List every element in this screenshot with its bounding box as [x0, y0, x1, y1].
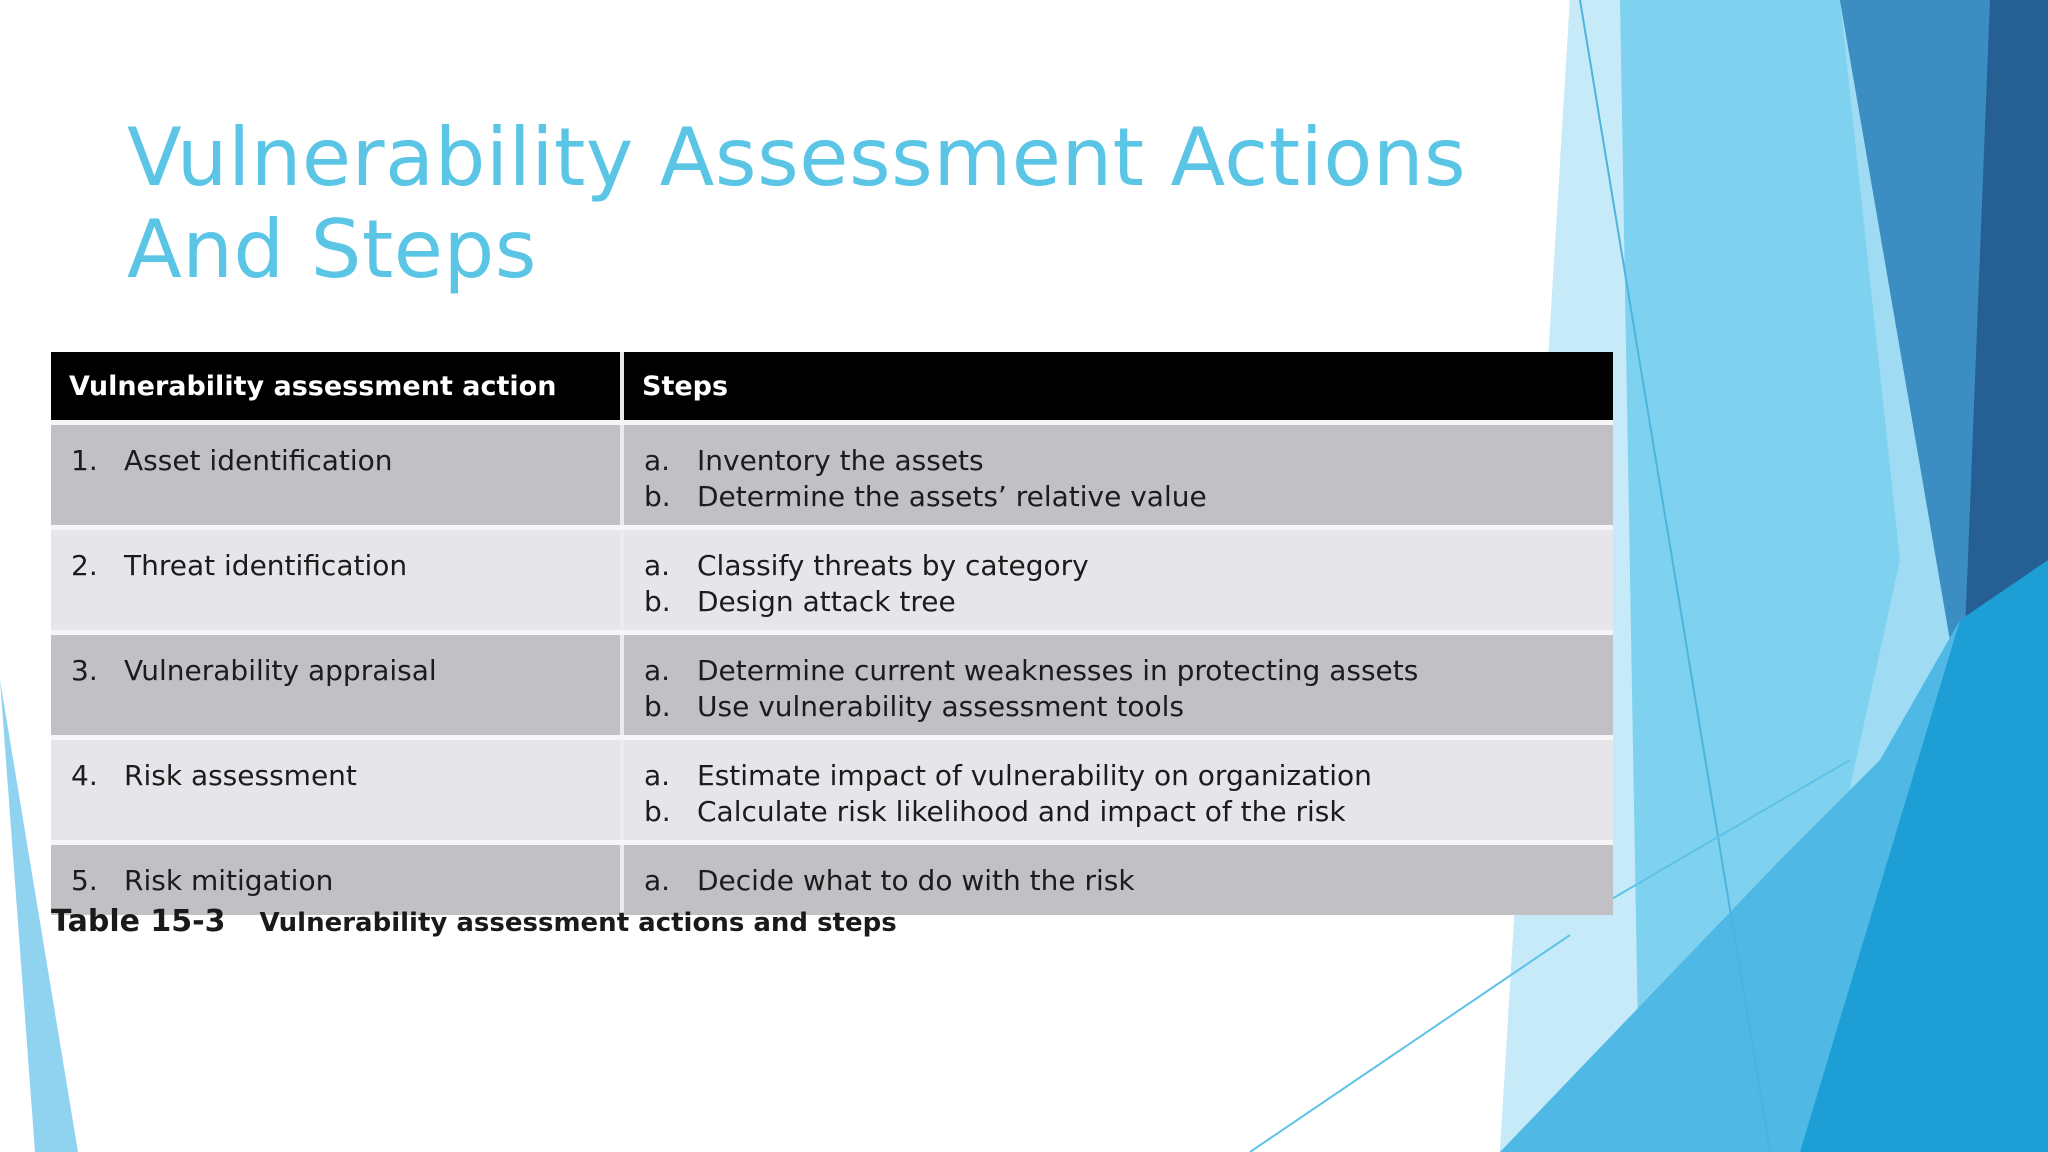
action-cell — [51, 528, 622, 633]
action-number: 1. — [71, 444, 98, 477]
step-letter: b. — [644, 690, 671, 723]
action-cell — [51, 738, 622, 843]
step-text: Design attack tree — [697, 585, 956, 618]
slide-title: Vulnerability Assessment Actions And Steps — [127, 111, 1467, 296]
table-caption — [51, 904, 897, 939]
step-item — [644, 584, 1595, 620]
step-text: Determine current weaknesses in protecting assets — [697, 654, 1419, 687]
assessment-table — [51, 352, 1613, 915]
table-row — [51, 738, 1613, 843]
action-label: Vulnerability appraisal — [124, 654, 437, 687]
action-label: Threat identification — [124, 549, 408, 582]
step-item — [644, 794, 1595, 830]
caption-label: Table 15-3 — [51, 904, 226, 939]
step-item — [644, 689, 1595, 725]
step-item — [644, 863, 1595, 899]
header-action: Vulnerability assessment action — [51, 352, 622, 423]
step-item — [644, 653, 1595, 689]
step-item — [644, 548, 1595, 584]
steps-cell — [622, 528, 1613, 633]
header-steps: Steps — [622, 352, 1613, 423]
steps-cell — [622, 423, 1613, 528]
step-text: Estimate impact of vulnerability on organization — [697, 759, 1372, 792]
action-number: 5. — [71, 864, 98, 897]
step-letter: b. — [644, 585, 671, 618]
step-text: Classify threats by category — [697, 549, 1089, 582]
action-number: 2. — [71, 549, 98, 582]
table-row — [51, 423, 1613, 528]
action-cell — [51, 423, 622, 528]
step-letter: b. — [644, 480, 671, 513]
action-label: Risk assessment — [124, 759, 357, 792]
action-number: 4. — [71, 759, 98, 792]
step-letter: a. — [644, 444, 671, 477]
steps-cell — [622, 633, 1613, 738]
action-label: Risk mitigation — [124, 864, 334, 897]
step-item — [644, 443, 1595, 479]
action-label: Asset identification — [124, 444, 393, 477]
step-text: Decide what to do with the risk — [697, 864, 1135, 897]
table-header-row — [51, 352, 1613, 423]
step-item — [644, 479, 1595, 515]
step-letter: a. — [644, 549, 671, 582]
step-item — [644, 758, 1595, 794]
step-text: Inventory the assets — [697, 444, 984, 477]
table-row — [51, 633, 1613, 738]
step-letter: a. — [644, 864, 671, 897]
step-text: Use vulnerability assessment tools — [697, 690, 1184, 723]
table-row — [51, 528, 1613, 633]
steps-cell — [622, 738, 1613, 843]
step-letter: b. — [644, 795, 671, 828]
step-letter: a. — [644, 759, 671, 792]
step-letter: a. — [644, 654, 671, 687]
action-number: 3. — [71, 654, 98, 687]
step-text: Determine the assets’ relative value — [697, 480, 1207, 513]
caption-text: Vulnerability assessment actions and steps — [259, 908, 897, 938]
step-text: Calculate risk likelihood and impact of the risk — [697, 795, 1346, 828]
action-cell — [51, 633, 622, 738]
